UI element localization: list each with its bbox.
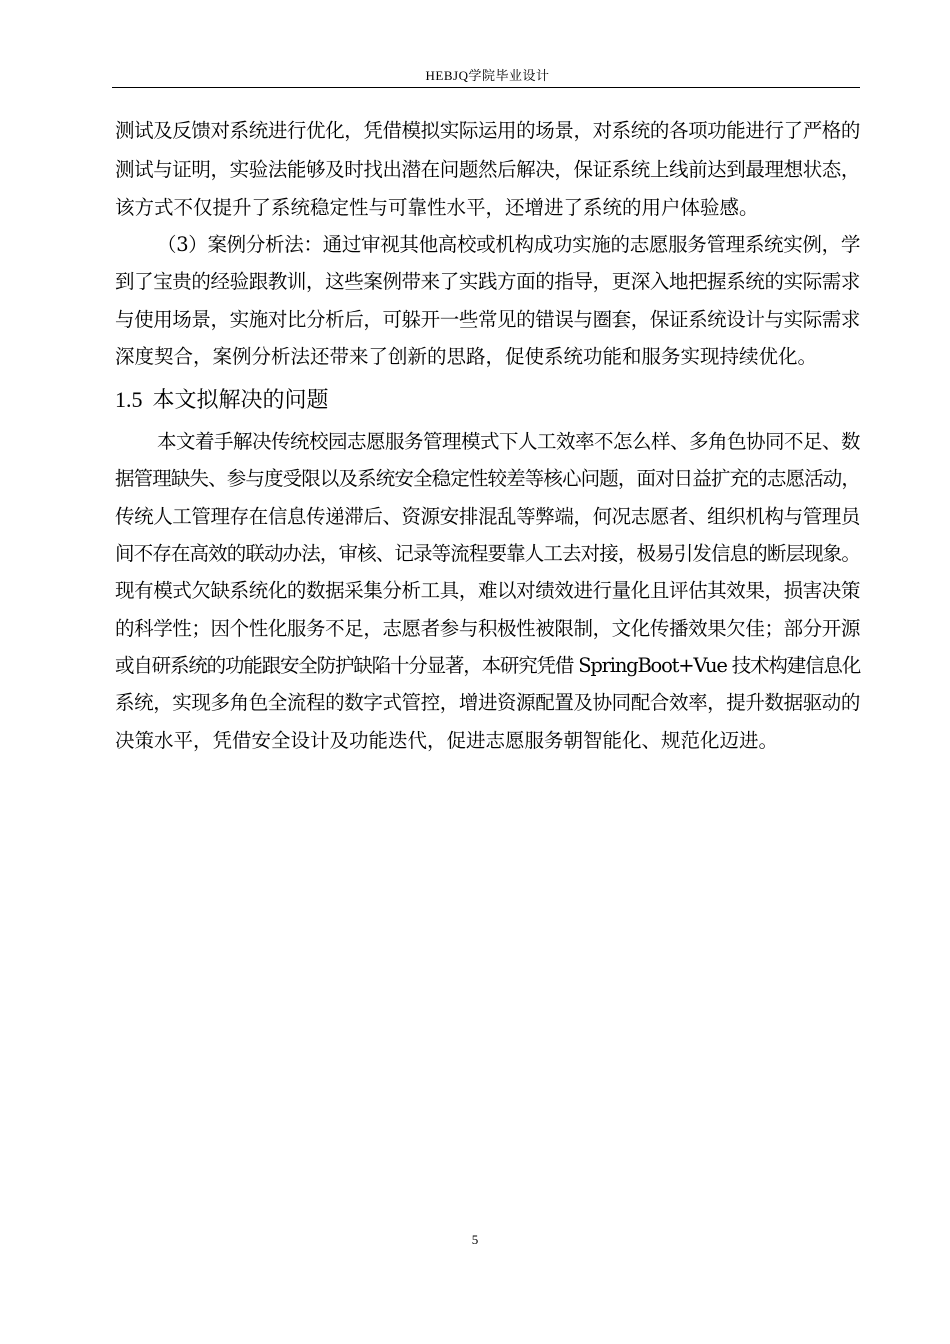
paragraph-line: 与使用场景，实施对比分析后，可躲开一些常见的错误与圈套，保证系统设计与实际需求 — [115, 308, 860, 331]
header-rule — [112, 87, 860, 88]
running-header: HEBJQ学院毕业设计 — [425, 68, 550, 83]
paragraph-line: 现有模式欠缺系统化的数据采集分析工具，难以对绩效进行量化且评估其效果，损害决策 — [115, 579, 860, 602]
section-number: 1.5 — [115, 387, 143, 412]
paragraph-line: 该方式不仅提升了系统稳定性与可靠性水平，还增进了系统的用户体验感。 — [115, 196, 759, 219]
paragraph-line: 的科学性；因个性化服务不足，志愿者参与积极性被限制，文化传播效果欠佳；部分开源 — [115, 617, 860, 640]
paragraph-line: 测试与证明，实验法能够及时找出潜在问题然后解决，保证系统上线前达到最理想状态， — [115, 158, 860, 181]
paragraph-line: 深度契合，案例分析法还带来了创新的思路，促使系统功能和服务实现持续优化。 — [115, 345, 818, 368]
paragraph-line: 或自研系统的功能跟安全防护缺陷十分显著，本研究凭借 SpringBoot+Vue 技术构建信息化 — [115, 654, 860, 677]
paragraph-line: 据管理缺失、参与度受限以及系统安全稳定性较差等核心问题，面对日益扩充的志愿活动， — [115, 467, 860, 490]
paragraph-line: 测试及反馈对系统进行优化，凭借模拟实际运用的场景，对系统的各项功能进行了严格的 — [115, 119, 860, 142]
paragraph-line: 传统人工管理存在信息传递滞后、资源安排混乱等弊端，何况志愿者、组织机构与管理员 — [115, 505, 860, 528]
paragraph-line: 间不存在高效的联动办法，审核、记录等流程要靠人工去对接，极易引发信息的断层现象。 — [115, 542, 860, 565]
section-heading — [115, 386, 329, 415]
paragraph-line: （3）案例分析法：通过审视其他高校或机构成功实施的志愿服务管理系统实例，学 — [157, 233, 860, 256]
paragraph-line: 系统，实现多角色全流程的数字式管控，增进资源配置及协同配合效率，提升数据驱动的 — [115, 691, 860, 714]
paragraph-line: 本文着手解决传统校园志愿服务管理模式下人工效率不怎么样、多角色协同不足、数 — [157, 430, 860, 453]
section-title: 本文拟解决的问题 — [152, 388, 329, 413]
paragraph-line: 到了宝贵的经验跟教训，这些案例带来了实践方面的指导，更深入地把握系统的实际需求 — [115, 270, 860, 293]
page-number: 5 — [471, 1232, 479, 1247]
paragraph-line: 决策水平，凭借安全设计及功能迭代，促进志愿服务朝智能化、规范化迈进。 — [115, 729, 779, 752]
